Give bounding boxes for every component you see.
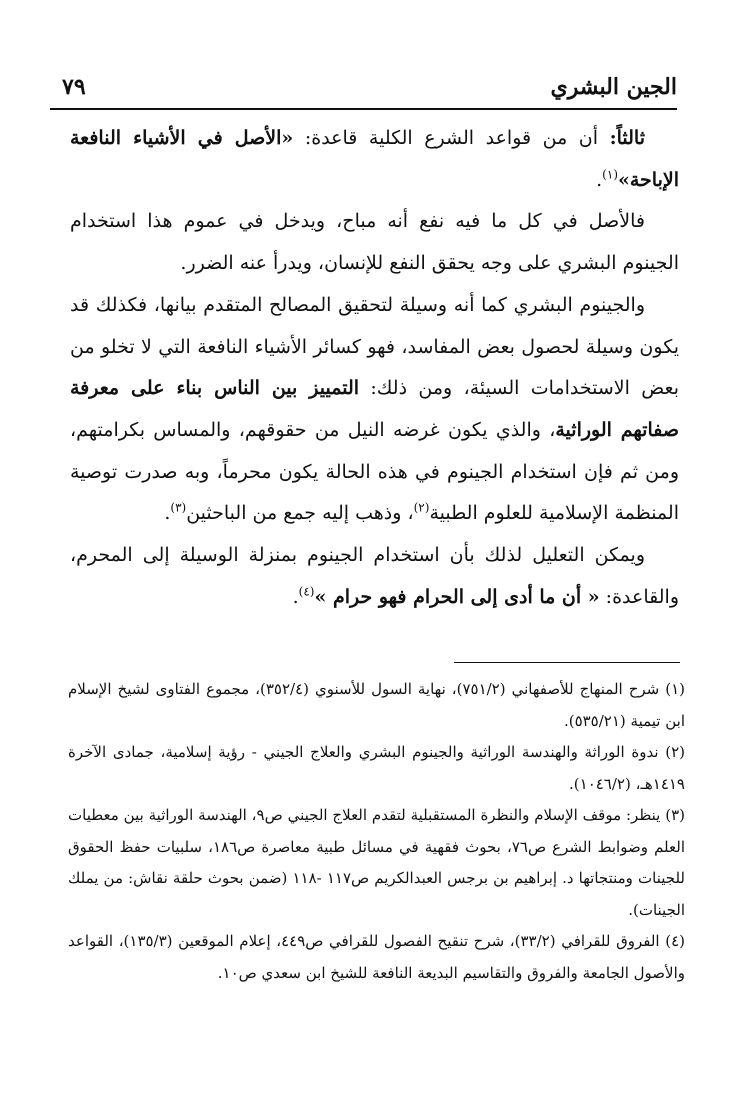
quoted-rule: « أن ما أدى إلى الحرام فهو حرام » [314, 585, 600, 608]
paragraph [70, 535, 679, 618]
paragraph [70, 118, 679, 201]
paragraph-text: . [292, 585, 299, 608]
footnote-ref: (٣) [170, 501, 187, 515]
footnote-number: (٣) [665, 806, 685, 824]
footnote-text: الفروق للقرافي (٣٣/٢)، شرح تنقيح الفصول للقرافي ص٤٤٩، إعلام الموقعين (١٣٥/٣)، القواعد والأصول الجامعة والفروق والتقاسيم البديعة النافعة للشيخ ابن سعدي ص١٠. [68, 932, 685, 982]
footnote-ref: (٤) [298, 584, 315, 599]
footnote-separator [454, 662, 680, 663]
footnote [68, 926, 685, 989]
paragraph-text: فالأصل في كل ما فيه نفع أنه مباح، ويدخل في عموم هذا استخدام الجينوم البشري على وجه يحقق النفع للإنسان، ويدرأ عنه الضرر. [70, 210, 679, 275]
footnote-number: (٤) [665, 932, 685, 950]
paragraph-text: ، وذهب إليه جمع من الباحثين [186, 502, 414, 525]
paragraph-text: . [164, 502, 171, 525]
paragraph [70, 201, 679, 284]
footnote [68, 800, 685, 926]
paragraph-text: أن من قواعد الشرع الكلية قاعدة: [293, 127, 610, 149]
emphasis-text: التمييز بين الناس بناء على معرفة صفاتهم الوراثية [70, 377, 679, 441]
footnote-text: ندوة الوراثة والهندسة الوراثية والجينوم البشري والعلاج الجيني - رؤية إسلامية، جمادى الآخرة ١٤١٩هـ، (١٠٤٦/٢). [68, 743, 685, 793]
footnote-ref: (٢) [413, 501, 430, 515]
footnote-text: ينظر: موقف الإسلام والنظرة المستقبلية لتقدم العلاج الجيني ص٩، الهندسة الوراثية بين معطيات العلم وضوابط الشرع ص٧٦، بحوث فقهية في مسائل طبية معاصرة ص١٨٦، سلبيات حفظ الحقوق للجينات ومنتجاتها د. إبراهيم بن برجس العبدالكريم ص١١٧ -١١٨ (ضمن بحوث حلقة نقاش: من يملك الجينات). [68, 806, 685, 919]
page-number: ٧٩ [62, 74, 86, 100]
page-header [50, 72, 677, 110]
footnote-ref: (١) [602, 167, 618, 182]
footnotes [68, 674, 685, 989]
paragraph-text: ويمكن التعليل لذلك بأن استخدام الجينوم بمنزلة الوسيلة إلى المحرم، والقاعدة: [70, 544, 679, 608]
footnote-text: شرح المنهاج للأصفهاني (٧٥١/٢)، نهاية السول للأسنوي (٣٥٢/٤)، مجموع الفتاوى لشيخ الإسلام ابن تيمية (٥٣٥/٢١). [68, 680, 685, 730]
paragraph-text: والجينوم البشري كما أنه وسيلة لتحقيق المصالح المتقدم بيانها، فكذلك قد يكون وسيلة لحصول بعض المفاسد، فهو كسائر الأشياء النافعة التي لا تخلو من بعض الاستخدامات السيئة، ومن ذلك: [70, 293, 679, 400]
paragraph-text: ثالثاً: [609, 127, 645, 149]
running-title: الجين البشري [550, 74, 677, 100]
paragraph [70, 285, 679, 535]
paragraph-text: ، والذي يكون غرضه النيل من حقوقهم، والمساس بكرامتهم، ومن ثم فإن استخدام الجينوم في هذه الحالة يكون محرماً، وبه صدرت توصية المنظمة الإسلامية للعلوم الطبية [70, 418, 679, 525]
footnote-number: (١) [665, 680, 685, 698]
paragraph-text: . [596, 168, 603, 191]
footnote-number: (٢) [665, 743, 685, 761]
main-text [70, 118, 679, 618]
footnote [68, 674, 685, 737]
footnote [68, 737, 685, 800]
quoted-rule: «الأصل في الأشياء النافعة الإباحة» [70, 127, 679, 191]
